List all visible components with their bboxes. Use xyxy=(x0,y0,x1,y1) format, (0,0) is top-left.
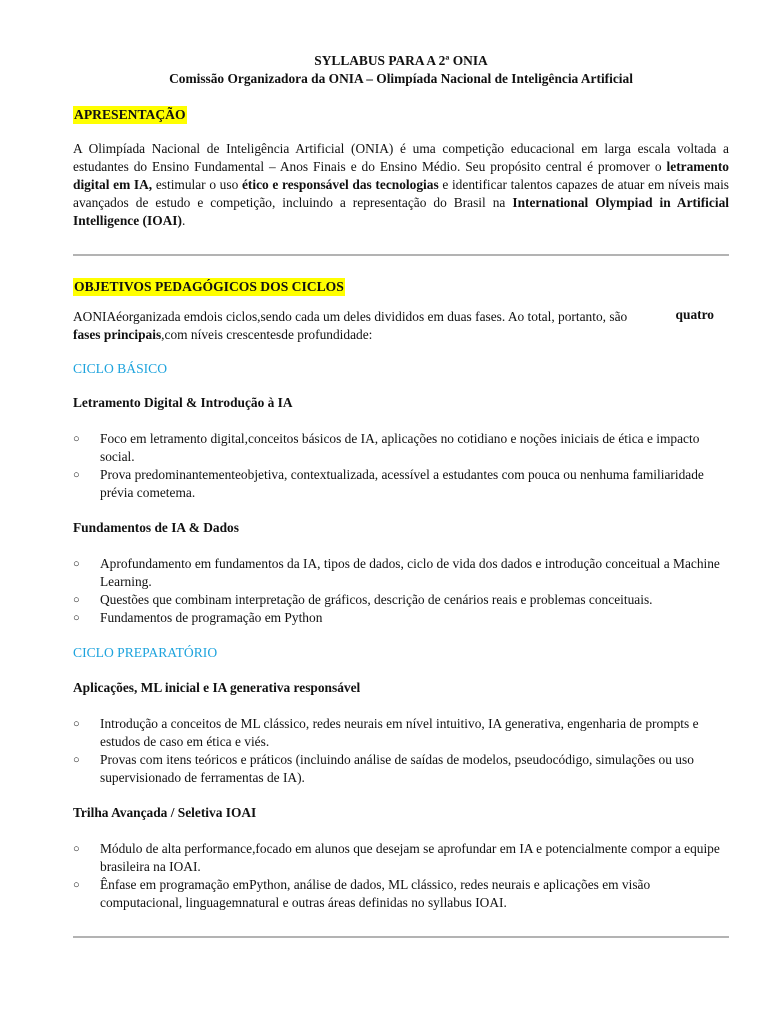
list-item xyxy=(73,609,729,627)
phase-3-list xyxy=(73,715,729,787)
apresentacao-bold-3: International Olympiad in Artificial Intelligence (IOAI) xyxy=(73,195,729,228)
bullet-icon: ○ xyxy=(73,612,80,624)
phase-1-list xyxy=(73,430,729,502)
objetivos-intro xyxy=(73,308,729,344)
apresentacao-paragraph xyxy=(73,140,729,230)
list-item xyxy=(73,591,729,609)
objetivos-intro-bold-2: fases principais xyxy=(73,327,162,342)
objetivos-intro-text-2: ,com níveis crescentesde profundidade: xyxy=(161,327,373,342)
list-item xyxy=(73,555,729,591)
document-subtitle: Comissão Organizadora da ONIA – Olimpíada Nacional de Inteligência Artificial xyxy=(169,71,633,86)
section-apresentacao xyxy=(73,106,729,124)
objetivos-intro-bold-1: quatro xyxy=(675,307,714,322)
list-item-text: Prova predominantementeobjetiva, contextualizada, acessível a estudantes com pouca ou nenhuma familiaridade prévia cometema. xyxy=(100,467,704,500)
bullet-icon: ○ xyxy=(73,879,80,891)
cycle-heading-preparatorio: CICLO PREPARATÓRIO xyxy=(73,645,218,660)
apresentacao-text-1: A Olimpíada Nacional de Inteligência Artificial (ONIA) é uma competição educacional em larga escala voltada a estudantes do Ensino Fundamental – Anos Finais e do Ensino Médio. Seu propósito central é promover o xyxy=(73,141,729,174)
document-header xyxy=(73,52,729,88)
section-divider xyxy=(73,936,729,938)
list-item-text: Foco em letramento digital,conceitos básicos de IA, aplicações no cotidiano e noções iniciais de ética e impacto social. xyxy=(100,431,700,464)
section-objetivos xyxy=(73,278,729,296)
list-item-text: Questões que combinam interpretação de gráficos, descrição de cenários reais e problemas conceituais. xyxy=(100,592,653,607)
bullet-icon: ○ xyxy=(73,594,80,606)
phase-title-4: Trilha Avançada / Seletiva IOAI xyxy=(73,805,257,820)
phase-2-list xyxy=(73,555,729,627)
bullet-icon: ○ xyxy=(73,469,80,481)
bullet-icon: ○ xyxy=(73,843,80,855)
phase-title-3: Aplicações, ML inicial e IA generativa responsável xyxy=(73,680,361,695)
apresentacao-text-3: e identificar talentos capazes de atuar em níveis mais avançados de estudo e competição, incluindo a representação do Brasil na xyxy=(73,177,730,210)
bullet-icon: ○ xyxy=(73,754,80,766)
objetivos-intro-text-1: AONIAéorganizada emdois ciclos,sendo cada um deles divididos em duas fases. Ao total, portanto, são xyxy=(73,309,628,324)
bullet-icon: ○ xyxy=(73,433,80,445)
bullet-icon: ○ xyxy=(73,558,80,570)
phase-4-list xyxy=(73,840,729,912)
list-item xyxy=(73,876,729,912)
document-title: SYLLABUS PARA A 2ª ONIA xyxy=(314,53,488,68)
list-item-text: Provas com itens teóricos e práticos (incluindo análise de saídas de modelos, pseudocódigo, simulações ou uso supervisionado de ferramentas de IA). xyxy=(100,752,694,785)
list-item-text: Fundamentos de programação em Python xyxy=(100,610,323,625)
section-divider xyxy=(73,254,729,256)
syllabus-page xyxy=(73,52,729,938)
list-item xyxy=(73,430,729,466)
phase-title-1: Letramento Digital & Introdução à IA xyxy=(73,395,293,410)
apresentacao-bold-1: letramento digital em IA, xyxy=(73,159,729,192)
apresentacao-text-2: estimular o uso xyxy=(152,177,242,192)
list-item xyxy=(73,840,729,876)
phase-title-2: Fundamentos de IA & Dados xyxy=(73,520,239,535)
list-item-text: Aprofundamento em fundamentos da IA, tipos de dados, ciclo de vida dos dados e introdução conceitual a Machine Learning. xyxy=(100,556,720,589)
list-item-text: Introdução a conceitos de ML clássico, redes neurais em nível intuitivo, IA generativa, engenharia de prompts e estudos de caso em ética e viés. xyxy=(100,716,699,749)
apresentacao-bold-2: ético e responsável das tecnologias xyxy=(241,177,439,192)
cycle-heading-basico: CICLO BÁSICO xyxy=(73,361,168,376)
list-item xyxy=(73,466,729,502)
bullet-icon: ○ xyxy=(73,718,80,730)
list-item xyxy=(73,751,729,787)
list-item xyxy=(73,715,729,751)
list-item-text: Módulo de alta performance,focado em alunos que desejam se aprofundar em IA e potencialmente compor a equipe brasileira na IOAI. xyxy=(100,841,720,874)
section-heading-apresentacao: APRESENTAÇÃO xyxy=(74,107,186,122)
list-item-text: Ênfase em programação emPython, análise de dados, ML clássico, redes neurais e aplicações em visão computacional, linguagemnatural e outras áreas definidas no syllabus IOAI. xyxy=(100,877,651,910)
section-heading-objetivos: OBJETIVOS PEDAGÓGICOS DOS CICLOS xyxy=(74,279,344,294)
apresentacao-text-4: . xyxy=(181,213,186,228)
